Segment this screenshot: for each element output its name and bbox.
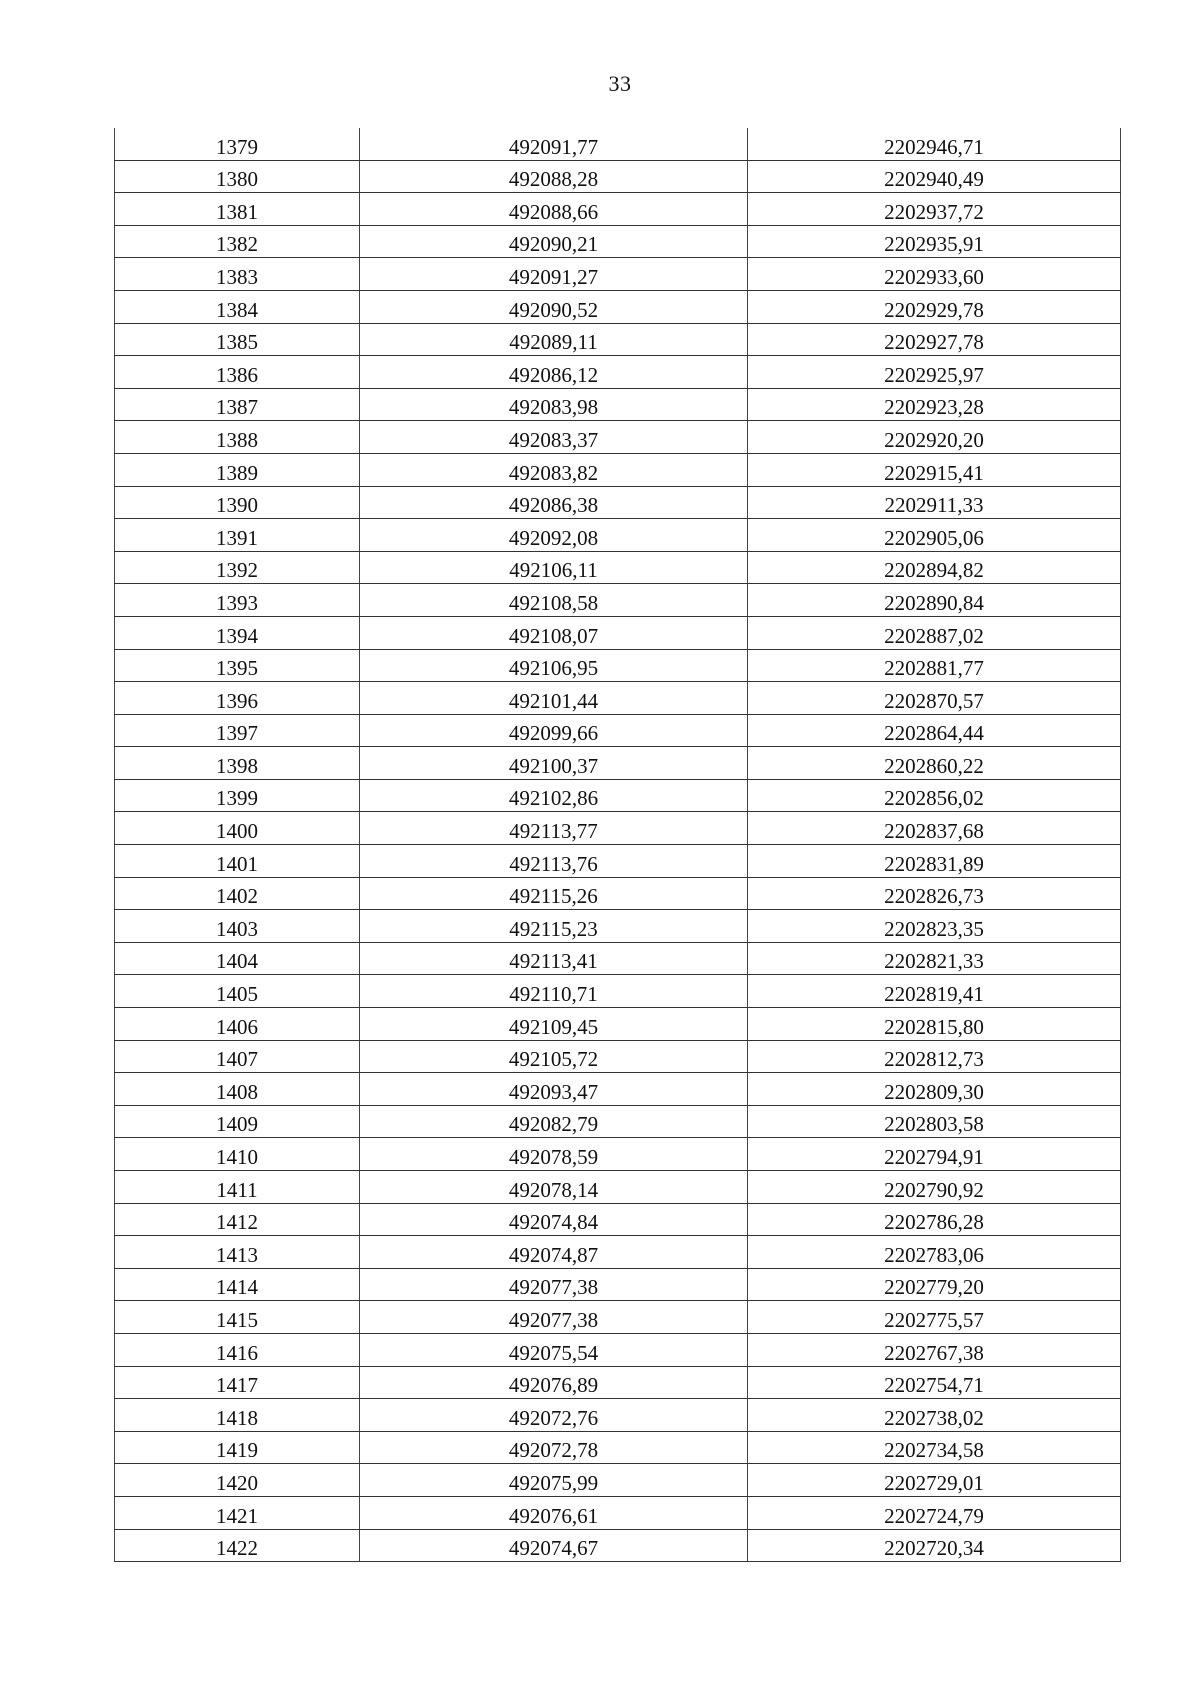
point-number-cell: 1411 [115,1171,360,1204]
y-coordinate-cell: 2202837,68 [748,812,1121,845]
point-number-cell: 1417 [115,1366,360,1399]
coordinates-table [114,128,1121,1562]
x-coordinate-cell: 492105,72 [360,1040,748,1073]
point-number-cell: 1418 [115,1399,360,1432]
x-coordinate-cell: 492078,14 [360,1171,748,1204]
table-row [115,747,1121,780]
y-coordinate-cell: 2202915,41 [748,453,1121,486]
x-coordinate-cell: 492092,08 [360,519,748,552]
x-coordinate-cell: 492083,98 [360,388,748,421]
point-number-cell: 1410 [115,1138,360,1171]
x-coordinate-cell: 492086,12 [360,356,748,389]
y-coordinate-cell: 2202940,49 [748,160,1121,193]
x-coordinate-cell: 492108,07 [360,616,748,649]
table-row [115,128,1121,160]
point-number-cell: 1407 [115,1040,360,1073]
x-coordinate-cell: 492072,78 [360,1431,748,1464]
point-number-cell: 1397 [115,714,360,747]
table-row [115,975,1121,1008]
point-number-cell: 1385 [115,323,360,356]
y-coordinate-cell: 2202738,02 [748,1399,1121,1432]
y-coordinate-cell: 2202724,79 [748,1496,1121,1529]
x-coordinate-cell: 492074,67 [360,1529,748,1562]
y-coordinate-cell: 2202870,57 [748,682,1121,715]
point-number-cell: 1386 [115,356,360,389]
point-number-cell: 1412 [115,1203,360,1236]
y-coordinate-cell: 2202927,78 [748,323,1121,356]
point-number-cell: 1409 [115,1105,360,1138]
x-coordinate-cell: 492113,76 [360,845,748,878]
table-row [115,1171,1121,1204]
coordinates-table-container [114,128,1120,1562]
y-coordinate-cell: 2202864,44 [748,714,1121,747]
point-number-cell: 1400 [115,812,360,845]
table-row [115,1073,1121,1106]
table-row [115,1105,1121,1138]
table-row [115,1268,1121,1301]
table-row [115,877,1121,910]
table-row [115,486,1121,519]
table-row [115,356,1121,389]
x-coordinate-cell: 492093,47 [360,1073,748,1106]
x-coordinate-cell: 492099,66 [360,714,748,747]
table-row [115,1008,1121,1041]
table-row [115,551,1121,584]
x-coordinate-cell: 492076,89 [360,1366,748,1399]
y-coordinate-cell: 2202720,34 [748,1529,1121,1562]
point-number-cell: 1394 [115,616,360,649]
y-coordinate-cell: 2202856,02 [748,779,1121,812]
x-coordinate-cell: 492106,11 [360,551,748,584]
x-coordinate-cell: 492088,66 [360,193,748,226]
x-coordinate-cell: 492090,21 [360,225,748,258]
x-coordinate-cell: 492091,77 [360,128,748,160]
y-coordinate-cell: 2202775,57 [748,1301,1121,1334]
y-coordinate-cell: 2202786,28 [748,1203,1121,1236]
table-row [115,649,1121,682]
y-coordinate-cell: 2202754,71 [748,1366,1121,1399]
x-coordinate-cell: 492077,38 [360,1301,748,1334]
point-number-cell: 1381 [115,193,360,226]
y-coordinate-cell: 2202881,77 [748,649,1121,682]
table-row [115,1399,1121,1432]
y-coordinate-cell: 2202794,91 [748,1138,1121,1171]
y-coordinate-cell: 2202734,58 [748,1431,1121,1464]
y-coordinate-cell: 2202946,71 [748,128,1121,160]
x-coordinate-cell: 492086,38 [360,486,748,519]
x-coordinate-cell: 492101,44 [360,682,748,715]
point-number-cell: 1419 [115,1431,360,1464]
x-coordinate-cell: 492109,45 [360,1008,748,1041]
table-row [115,812,1121,845]
y-coordinate-cell: 2202779,20 [748,1268,1121,1301]
y-coordinate-cell: 2202894,82 [748,551,1121,584]
table-row [115,453,1121,486]
y-coordinate-cell: 2202929,78 [748,290,1121,323]
x-coordinate-cell: 492074,84 [360,1203,748,1236]
y-coordinate-cell: 2202729,01 [748,1464,1121,1497]
point-number-cell: 1404 [115,942,360,975]
x-coordinate-cell: 492106,95 [360,649,748,682]
table-row [115,1236,1121,1269]
point-number-cell: 1408 [115,1073,360,1106]
y-coordinate-cell: 2202920,20 [748,421,1121,454]
table-row [115,323,1121,356]
table-row [115,519,1121,552]
x-coordinate-cell: 492090,52 [360,290,748,323]
table-row [115,193,1121,226]
y-coordinate-cell: 2202911,33 [748,486,1121,519]
page-number: 33 [608,71,632,96]
y-coordinate-cell: 2202933,60 [748,258,1121,291]
point-number-cell: 1422 [115,1529,360,1562]
y-coordinate-cell: 2202767,38 [748,1333,1121,1366]
point-number-cell: 1415 [115,1301,360,1334]
table-row [115,1529,1121,1562]
point-number-cell: 1401 [115,845,360,878]
point-number-cell: 1383 [115,258,360,291]
point-number-cell: 1398 [115,747,360,780]
point-number-cell: 1399 [115,779,360,812]
point-number-cell: 1405 [115,975,360,1008]
point-number-cell: 1413 [115,1236,360,1269]
x-coordinate-cell: 492110,71 [360,975,748,1008]
table-row [115,160,1121,193]
point-number-cell: 1389 [115,453,360,486]
x-coordinate-cell: 492078,59 [360,1138,748,1171]
x-coordinate-cell: 492089,11 [360,323,748,356]
point-number-cell: 1388 [115,421,360,454]
table-row [115,1040,1121,1073]
table-row [115,225,1121,258]
table-row [115,584,1121,617]
point-number-cell: 1403 [115,910,360,943]
y-coordinate-cell: 2202815,80 [748,1008,1121,1041]
table-row [115,845,1121,878]
x-coordinate-cell: 492113,77 [360,812,748,845]
table-row [115,942,1121,975]
point-number-cell: 1414 [115,1268,360,1301]
point-number-cell: 1379 [115,128,360,160]
x-coordinate-cell: 492115,23 [360,910,748,943]
point-number-cell: 1391 [115,519,360,552]
table-row [115,616,1121,649]
point-number-cell: 1392 [115,551,360,584]
y-coordinate-cell: 2202823,35 [748,910,1121,943]
x-coordinate-cell: 492075,99 [360,1464,748,1497]
table-row [115,1366,1121,1399]
y-coordinate-cell: 2202812,73 [748,1040,1121,1073]
y-coordinate-cell: 2202826,73 [748,877,1121,910]
y-coordinate-cell: 2202925,97 [748,356,1121,389]
y-coordinate-cell: 2202887,02 [748,616,1121,649]
table-row [115,779,1121,812]
y-coordinate-cell: 2202935,91 [748,225,1121,258]
x-coordinate-cell: 492088,28 [360,160,748,193]
y-coordinate-cell: 2202937,72 [748,193,1121,226]
y-coordinate-cell: 2202923,28 [748,388,1121,421]
table-row [115,1203,1121,1236]
point-number-cell: 1420 [115,1464,360,1497]
point-number-cell: 1384 [115,290,360,323]
x-coordinate-cell: 492113,41 [360,942,748,975]
y-coordinate-cell: 2202905,06 [748,519,1121,552]
point-number-cell: 1402 [115,877,360,910]
table-row [115,1138,1121,1171]
point-number-cell: 1380 [115,160,360,193]
table-row [115,714,1121,747]
x-coordinate-cell: 492075,54 [360,1333,748,1366]
table-row [115,910,1121,943]
x-coordinate-cell: 492082,79 [360,1105,748,1138]
table-row [115,1333,1121,1366]
x-coordinate-cell: 492083,82 [360,453,748,486]
table-row [115,1431,1121,1464]
x-coordinate-cell: 492102,86 [360,779,748,812]
point-number-cell: 1387 [115,388,360,421]
y-coordinate-cell: 2202860,22 [748,747,1121,780]
y-coordinate-cell: 2202790,92 [748,1171,1121,1204]
x-coordinate-cell: 492076,61 [360,1496,748,1529]
table-row [115,290,1121,323]
x-coordinate-cell: 492072,76 [360,1399,748,1432]
x-coordinate-cell: 492115,26 [360,877,748,910]
x-coordinate-cell: 492083,37 [360,421,748,454]
x-coordinate-cell: 492091,27 [360,258,748,291]
table-row [115,682,1121,715]
point-number-cell: 1406 [115,1008,360,1041]
y-coordinate-cell: 2202890,84 [748,584,1121,617]
point-number-cell: 1390 [115,486,360,519]
point-number-cell: 1382 [115,225,360,258]
coordinates-table-body [115,128,1121,1562]
y-coordinate-cell: 2202809,30 [748,1073,1121,1106]
table-row [115,258,1121,291]
x-coordinate-cell: 492100,37 [360,747,748,780]
y-coordinate-cell: 2202783,06 [748,1236,1121,1269]
y-coordinate-cell: 2202819,41 [748,975,1121,1008]
table-row [115,388,1121,421]
point-number-cell: 1416 [115,1333,360,1366]
y-coordinate-cell: 2202821,33 [748,942,1121,975]
x-coordinate-cell: 492077,38 [360,1268,748,1301]
y-coordinate-cell: 2202831,89 [748,845,1121,878]
point-number-cell: 1393 [115,584,360,617]
x-coordinate-cell: 492108,58 [360,584,748,617]
table-row [115,1464,1121,1497]
point-number-cell: 1421 [115,1496,360,1529]
table-row [115,421,1121,454]
table-row [115,1496,1121,1529]
table-row [115,1301,1121,1334]
y-coordinate-cell: 2202803,58 [748,1105,1121,1138]
point-number-cell: 1396 [115,682,360,715]
x-coordinate-cell: 492074,87 [360,1236,748,1269]
point-number-cell: 1395 [115,649,360,682]
